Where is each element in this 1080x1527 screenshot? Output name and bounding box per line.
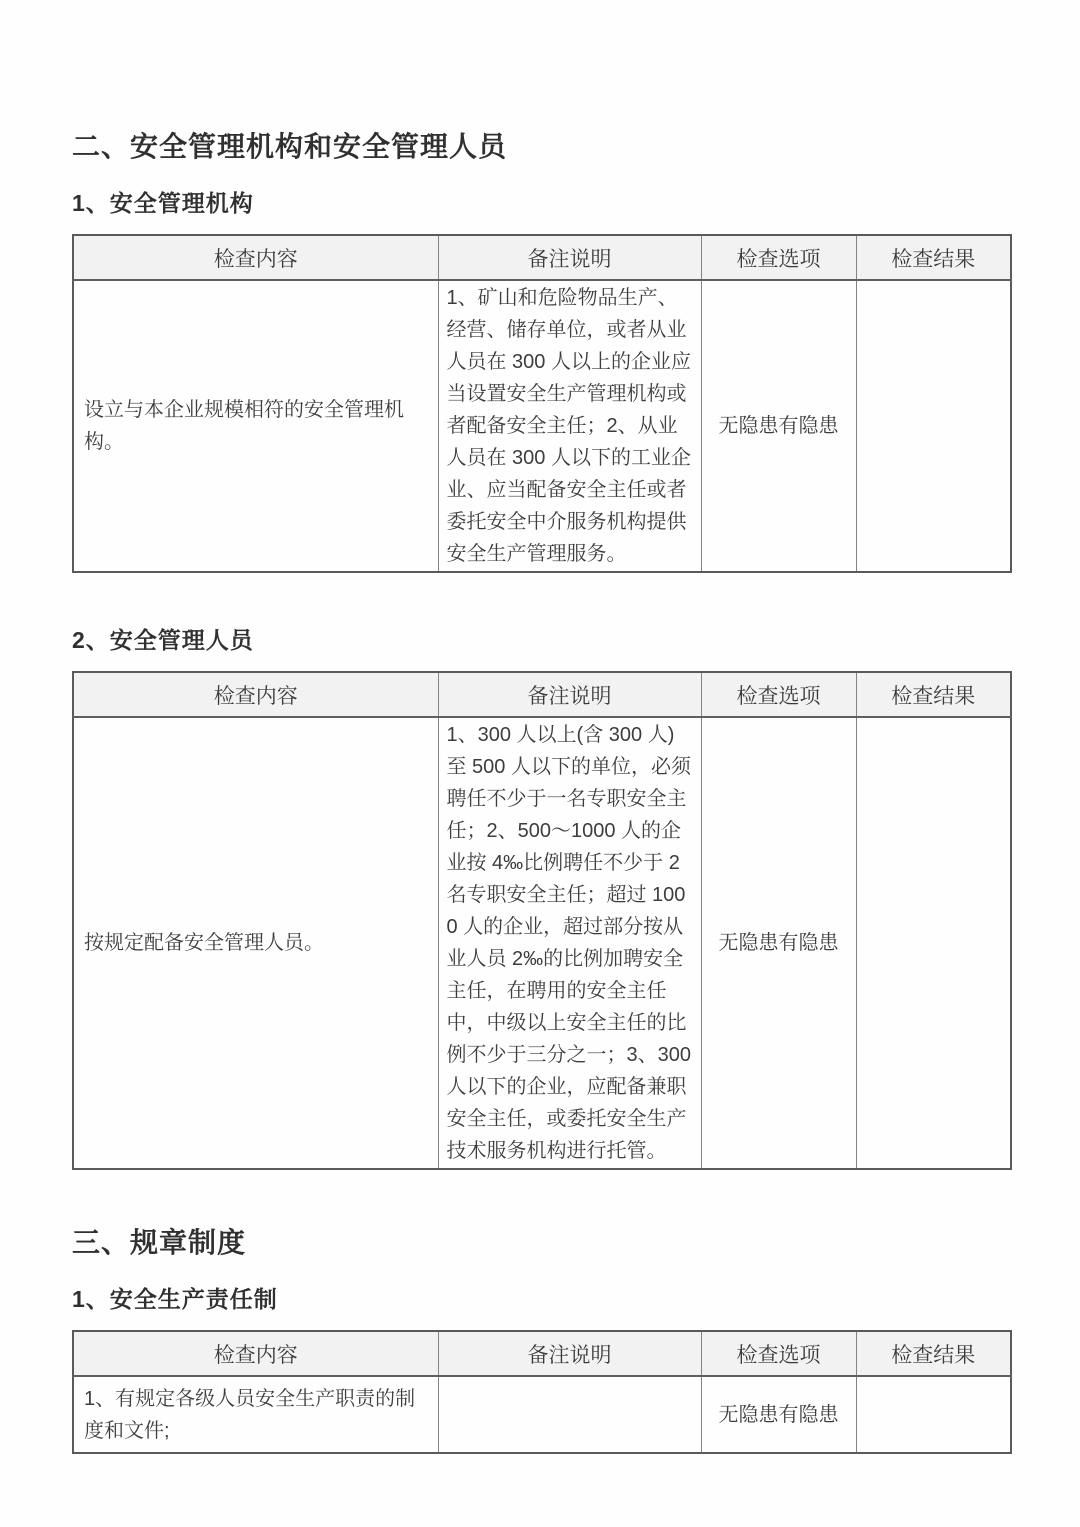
table-row	[73, 717, 1011, 1169]
heading-section-3: 三、规章制度	[72, 1227, 247, 1258]
cell-note	[438, 1376, 701, 1453]
table-safety-personnel	[72, 671, 1012, 1170]
column-header-options: 检查选项	[701, 235, 856, 280]
cell-check-result	[856, 1376, 1011, 1453]
cell-check-options: 无隐患有隐患	[701, 1376, 856, 1453]
table-header-row	[73, 672, 1011, 717]
column-header-options: 检查选项	[701, 1331, 856, 1376]
cell-check-content: 1、有规定各级人员安全生产职责的制度和文件;	[73, 1376, 438, 1453]
column-header-check-content: 检查内容	[73, 235, 438, 280]
column-header-check-content: 检查内容	[73, 1331, 438, 1376]
cell-check-content: 按规定配备安全管理人员。	[73, 717, 438, 1169]
cell-check-options: 无隐患有隐患	[701, 717, 856, 1169]
heading-section-2: 二、安全管理机构和安全管理人员	[72, 131, 508, 162]
table-safety-org	[72, 234, 1012, 573]
heading-safety-org: 1、安全管理机构	[72, 190, 254, 216]
column-header-note: 备注说明	[438, 235, 701, 280]
heading-safety-personnel: 2、安全管理人员	[72, 627, 254, 653]
table-row	[73, 280, 1011, 572]
column-header-note: 备注说明	[438, 1331, 701, 1376]
cell-check-result	[856, 717, 1011, 1169]
cell-note: 1、矿山和危险物品生产、经营、储存单位，或者从业人员在 300 人以上的企业应当设置安全生产管理机构或者配备安全主任；2、从业人员在 300 人以下的工业企业、应当配备安全主任或者委托安全中介服务机构提供安全生产管理服务。	[438, 280, 701, 572]
column-header-note: 备注说明	[438, 672, 701, 717]
cell-check-content: 设立与本企业规模相符的安全管理机构。	[73, 280, 438, 572]
table-row	[73, 1376, 1011, 1453]
heading-responsibility-system: 1、安全生产责任制	[72, 1286, 278, 1312]
cell-check-result	[856, 280, 1011, 572]
cell-check-options: 无隐患有隐患	[701, 280, 856, 572]
column-header-result: 检查结果	[856, 235, 1011, 280]
column-header-result: 检查结果	[856, 1331, 1011, 1376]
table-header-row	[73, 1331, 1011, 1376]
column-header-result: 检查结果	[856, 672, 1011, 717]
column-header-options: 检查选项	[701, 672, 856, 717]
column-header-check-content: 检查内容	[73, 672, 438, 717]
table-responsibility-system	[72, 1330, 1012, 1454]
cell-note: 1、300 人以上(含 300 人)至 500 人以下的单位，必须聘任不少于一名专职安全主任；2、500～1000 人的企业按 4‰比例聘任不少于 2 名专职安全主任；超过 1000 人的企业，超过部分按从业人员 2‰的比例加聘安全主任，在聘用的安全主任中，中级以上安全主任的比例不少于三分之一；3、300 人以下的企业，应配备兼职安全主任，或委托安全生产技术服务机构进行托管。	[438, 717, 701, 1169]
table-header-row	[73, 235, 1011, 280]
